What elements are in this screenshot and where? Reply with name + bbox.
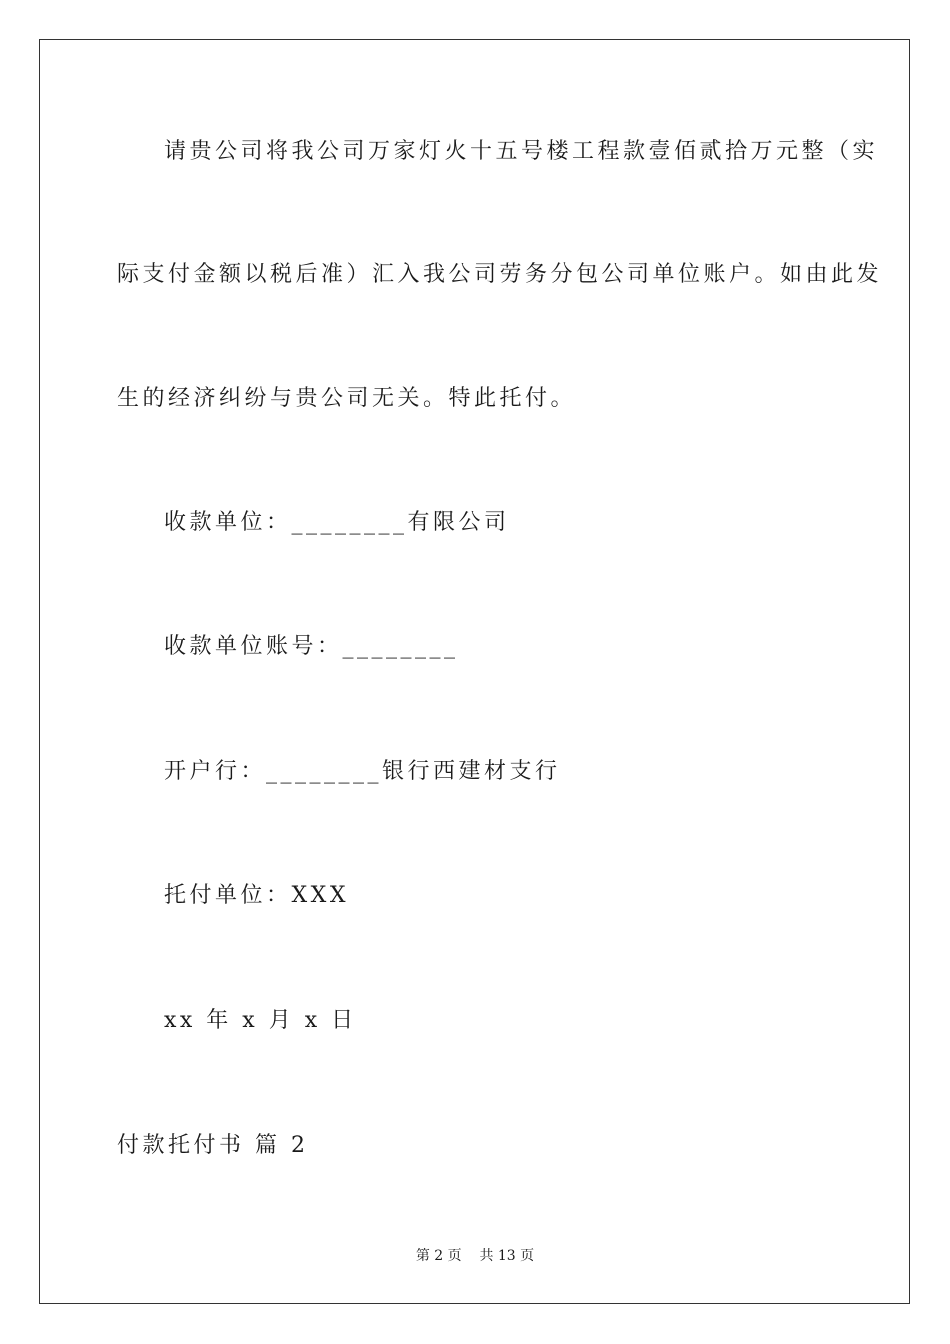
page-footer [0,1245,950,1265]
signature-date: xx 年 x 月 x 日 [164,1008,357,1033]
payee-unit: 收款单位：________有限公司 [164,510,510,535]
entrusting-unit: 托付单位：XXX [164,883,349,908]
paragraph-line-2: 际支付金额以税后准）汇入我公司劳务分包公司单位账户。如由此发 [117,262,883,287]
paragraph-line-1: 请贵公司将我公司万家灯火十五号楼工程款壹佰贰拾万元整（实 [164,139,879,164]
paragraph-line-3: 生的经济纠纷与贵公司无关。特此托付。 [117,386,577,411]
page-total: 共 13 页 [479,1248,535,1264]
bank-name: 开户行：________银行西建材支行 [164,759,561,784]
payee-account: 收款单位账号：________ [164,634,459,659]
page-number: 第 2 页 [415,1248,462,1264]
page-border [39,39,910,1304]
section-heading: 付款托付书 篇 2 [117,1133,309,1158]
